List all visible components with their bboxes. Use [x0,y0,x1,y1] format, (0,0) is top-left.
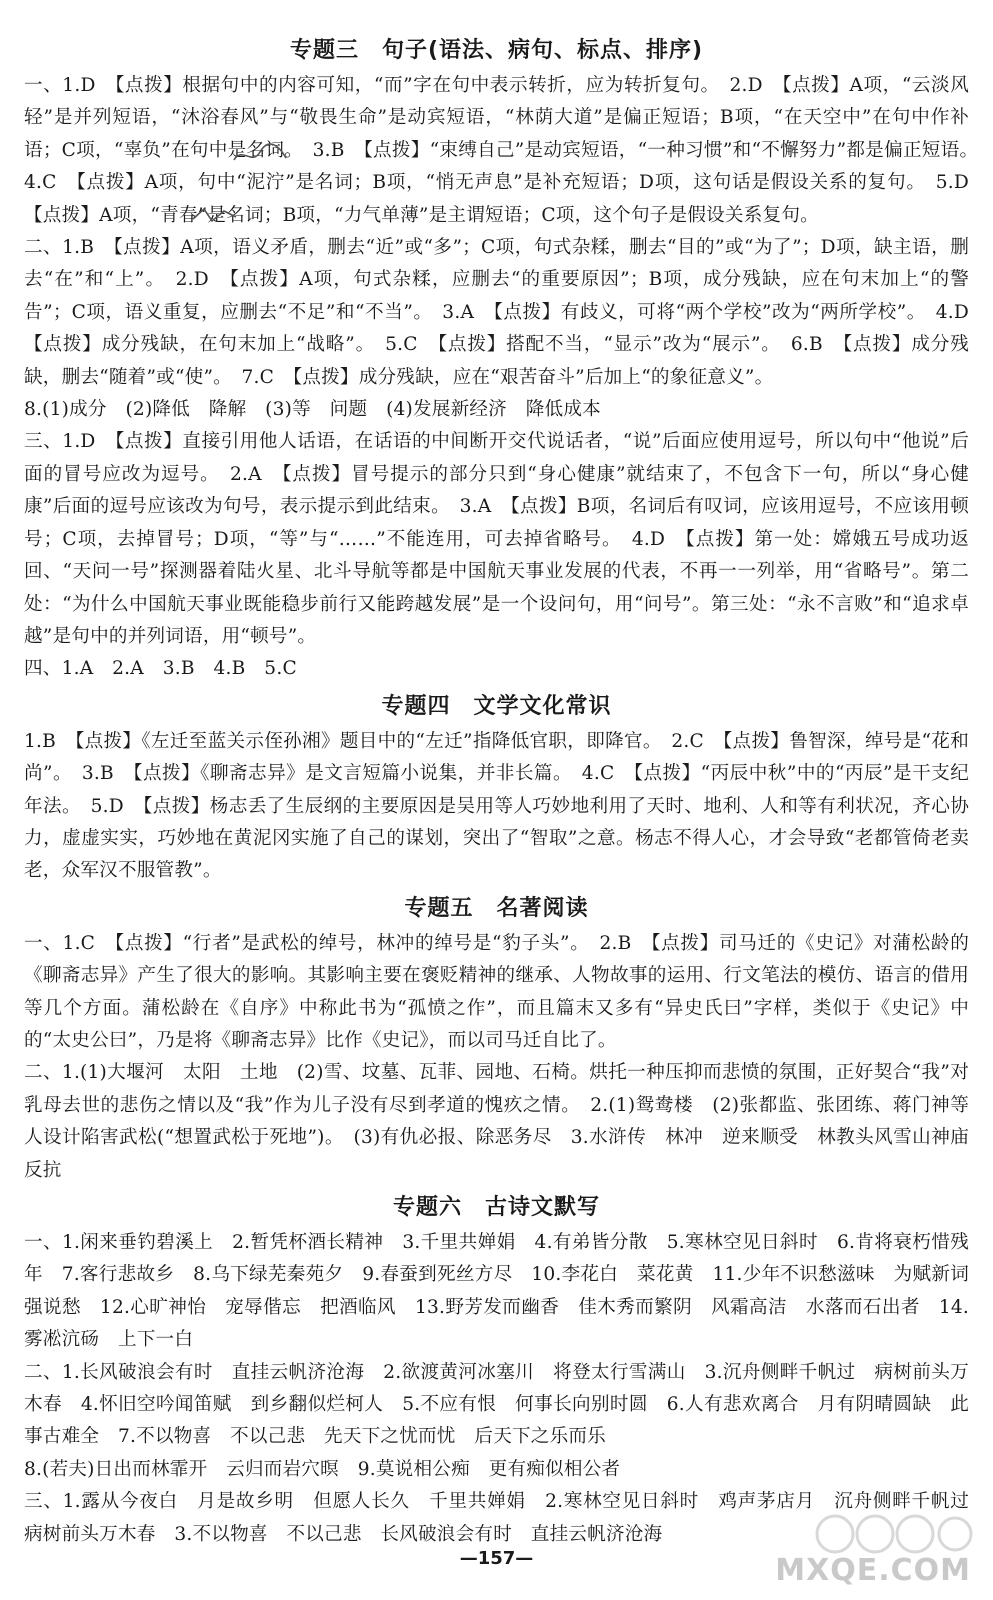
paragraph: 三、1.D 【点拨】直接引用他人话语，在话语的中间断开交代说话者，“说”后面应使用逗号，所以句中“他说”后面的冒号应改为逗号。 2.A 【点拨】冒号提示的部分只到“身心健康”就结束了，不包含下一句，所以“身心健康”后面的逗号应该改为句号，表示提示到此结束。 3.A 【点拨】B项，名词后有叹词，应该用逗号，不应该用顿号；C项，去掉冒号；D项，“等”与“……”不能连用，可去掉省略号。 4.D 【点拨】第一处：嫦娥五号成功返回、“天问一号”探测器着陆火星、北斗导航等都是中国航天事业发展的代表，不再一一列举，用“省略号”。第二处：“为什么中国航天事业既能稳步前行又能跨越发展”是一个设问句，用“问号”。第三处：“永不言败”和“追求卓越”是句中的并列词语，用“顿号”。 [24,431,969,647]
section-title: 专题四 文学文化常识 [381,693,612,719]
section-4 [24,692,969,888]
section-title: 专题六 古诗文默写 [392,1195,600,1220]
paragraph: 一、1.C 【点拨】“行者”是武松的绰号，林冲的绰号是“豹子头”。 2.B 【点拨】司马迁的《史记》对蒲松龄的《聊斋志异》产生了很大的影响。其影响主要在褒贬精神的继承、人物故事的运用、行文笔法的模仿、语言的借用等几个方面。蒲松龄在《自序》中称此书为“孤愤之作”，而且篇末又多有“异史氏曰”字样，类似于《史记》中的“太史公曰”，乃是将《聊斋志异》比作《史记》，而以司马迁自比了。 [24,932,969,1051]
paragraph: 1.B 【点拨】《左迁至蓝关示侄孙湘》题目中的“左迁”指降低官职，即降官。 2.C 【点拨】鲁智深，绰号是“花和尚”。 3.B 【点拨】《聊斋志异》是文言短篇小说集，并非长篇。 4.C 【点拨】“丙辰中秋”中的“丙辰”是干支纪年法。 5.D 【点拨】杨志丢了生辰纲的主要原因是吴用等人巧妙地利用了天时、地利、人和等有利状况，齐心协力，虚虚实实，巧妙地在黄泥冈实施了自己的谋划，突出了“智取”之意。杨志不得人心，才会导致“老都管倚老卖老，众军汉不服管教”。 [24,730,969,882]
section-title: 专题三 句子(语法、病句、标点、排序) [289,38,704,63]
paragraph: 一、1.闲来垂钓碧溪上 2.暂凭杯酒长精神 3.千里共婵娟 4.有弟皆分散 5.寒林空见日斜时 6.肯将衰朽惜残年 7.客行悲故乡 8.乌下绿芜秦苑夕 9.春蚕到死丝方尽 10.李花白 菜花黄 11.少年不识愁滋味 为赋新词强说愁 12.心旷神怡 宠辱偕忘 把酒临风 13.野芳发而幽香 佳木秀而繁阴 风霜高洁 水落而石出者 14.雾凇沆砀 上下一白 [24,1232,969,1351]
section-6 [24,1193,988,1551]
paragraph: 二、1.(1)大堰河 太阳 土地 (2)雪、坟墓、瓦菲、园地、石椅。烘托一种压抑而悲愤的氛围，正好契合“我”对乳母去世的悲伤之情以及“我”作为儿子没有尽到孝道的愧疚之情。 2.(1)鸳鸯楼 (2)张都监、张团练、蒋门神等人设计陷害武松(“想置武松于死地”)。 (3)有仇必报、除恶务尽 3.水浒传 林冲 逆来顺受 林教头风雪山神庙 反抗 [24,1062,988,1181]
paragraph: 一、1.D 【点拨】根据句中的内容可知，“而”字在句中表示转折，应为转折复句。 2.D 【点拨】A项，“云淡风轻”是并列短语，“沐浴春风”与“敬畏生命”是动宾短语，“林荫大道”是偏正短语；B项，“在天空中”在句中作补语；C项，“辜负”在句中是名词。 3.B 【点拨】“束缚自己”是动宾短语，“一种习惯”和“不懈努力”都是偏正短语。 4.C 【点拨】A项，句中“泥泞”是名词；B项，“悄无声息”是补充短语；D项，这句话是假设关系的复句。 5.D 【点拨】A项，“青春”是名词；B项，“力气单薄”是主谓短语；C项，这个句子是假设关系复句。 [24,75,988,226]
paragraph: 8.(1)成分 (2)降低 降解 (3)等 问题 (4)发展新经济 降低成本 [24,399,601,421]
section-5 [24,894,988,1187]
paragraph: 四、1.A 2.A 3.B 4.B 5.C [24,658,297,680]
paragraph: 二、1.长风破浪会有时 直挂云帆济沧海 2.欲渡黄河冰塞川 将登太行雪满山 3.沉舟侧畔千帆过 病树前头万木春 4.怀旧空吟闻笛赋 到乡翻似烂柯人 5.不应有恨 何事长向别时圆 6.人有悲欢离合 月有阴晴圆缺 此事古难全 7.不以物喜 不以己悲 先天下之忧而忧 后天下之乐而乐 [24,1361,969,1448]
paragraph: 8.(若夫)日出而林霏开 云归而岩穴暝 9.莫说相公痴 更有痴似相公者 [24,1458,621,1480]
section-title: 专题五 名著阅读 [404,895,589,921]
paragraph: 二、1.B 【点拨】A项，语义矛盾，删去“近”或“多”；C项，句式杂糅，删去“目的”或“为了”；D项，缺主语，删去“在”和“上”。 2.D 【点拨】A项，句式杂糅，应删去“的重要原因”；B项，成分残缺，应在句末加上“的警告”；C项，语义重复，应删去“不足”和“不当”。 3.A 【点拨】有歧义，可将“两个学校”改为“两所学校”。 4.D 【点拨】成分残缺，在句末加上“战略”。 5.C 【点拨】搭配不当，“显示”改为“展示”。 6.B 【点拨】成分残缺，删去“随着”或“使”。 7.C 【点拨】成分残缺，应在“艰苦奋斗”后加上“的象征意义”。 [24,237,988,388]
paragraph: 三、1.露从今夜白 月是故乡明 但愿人长久 千里共婵娟 2.寒林空见日斜时 鸡声茅店月 沉舟侧畔千帆过 病树前头万木春 3.不以物喜 不以己悲 长风破浪会有时 直挂云帆济沧海 [24,1491,988,1545]
watermark-text: MXQE.COM [775,1553,971,1588]
answer-page [24,30,988,1551]
section-3 [24,36,988,686]
page-number: —157— [459,1548,534,1569]
